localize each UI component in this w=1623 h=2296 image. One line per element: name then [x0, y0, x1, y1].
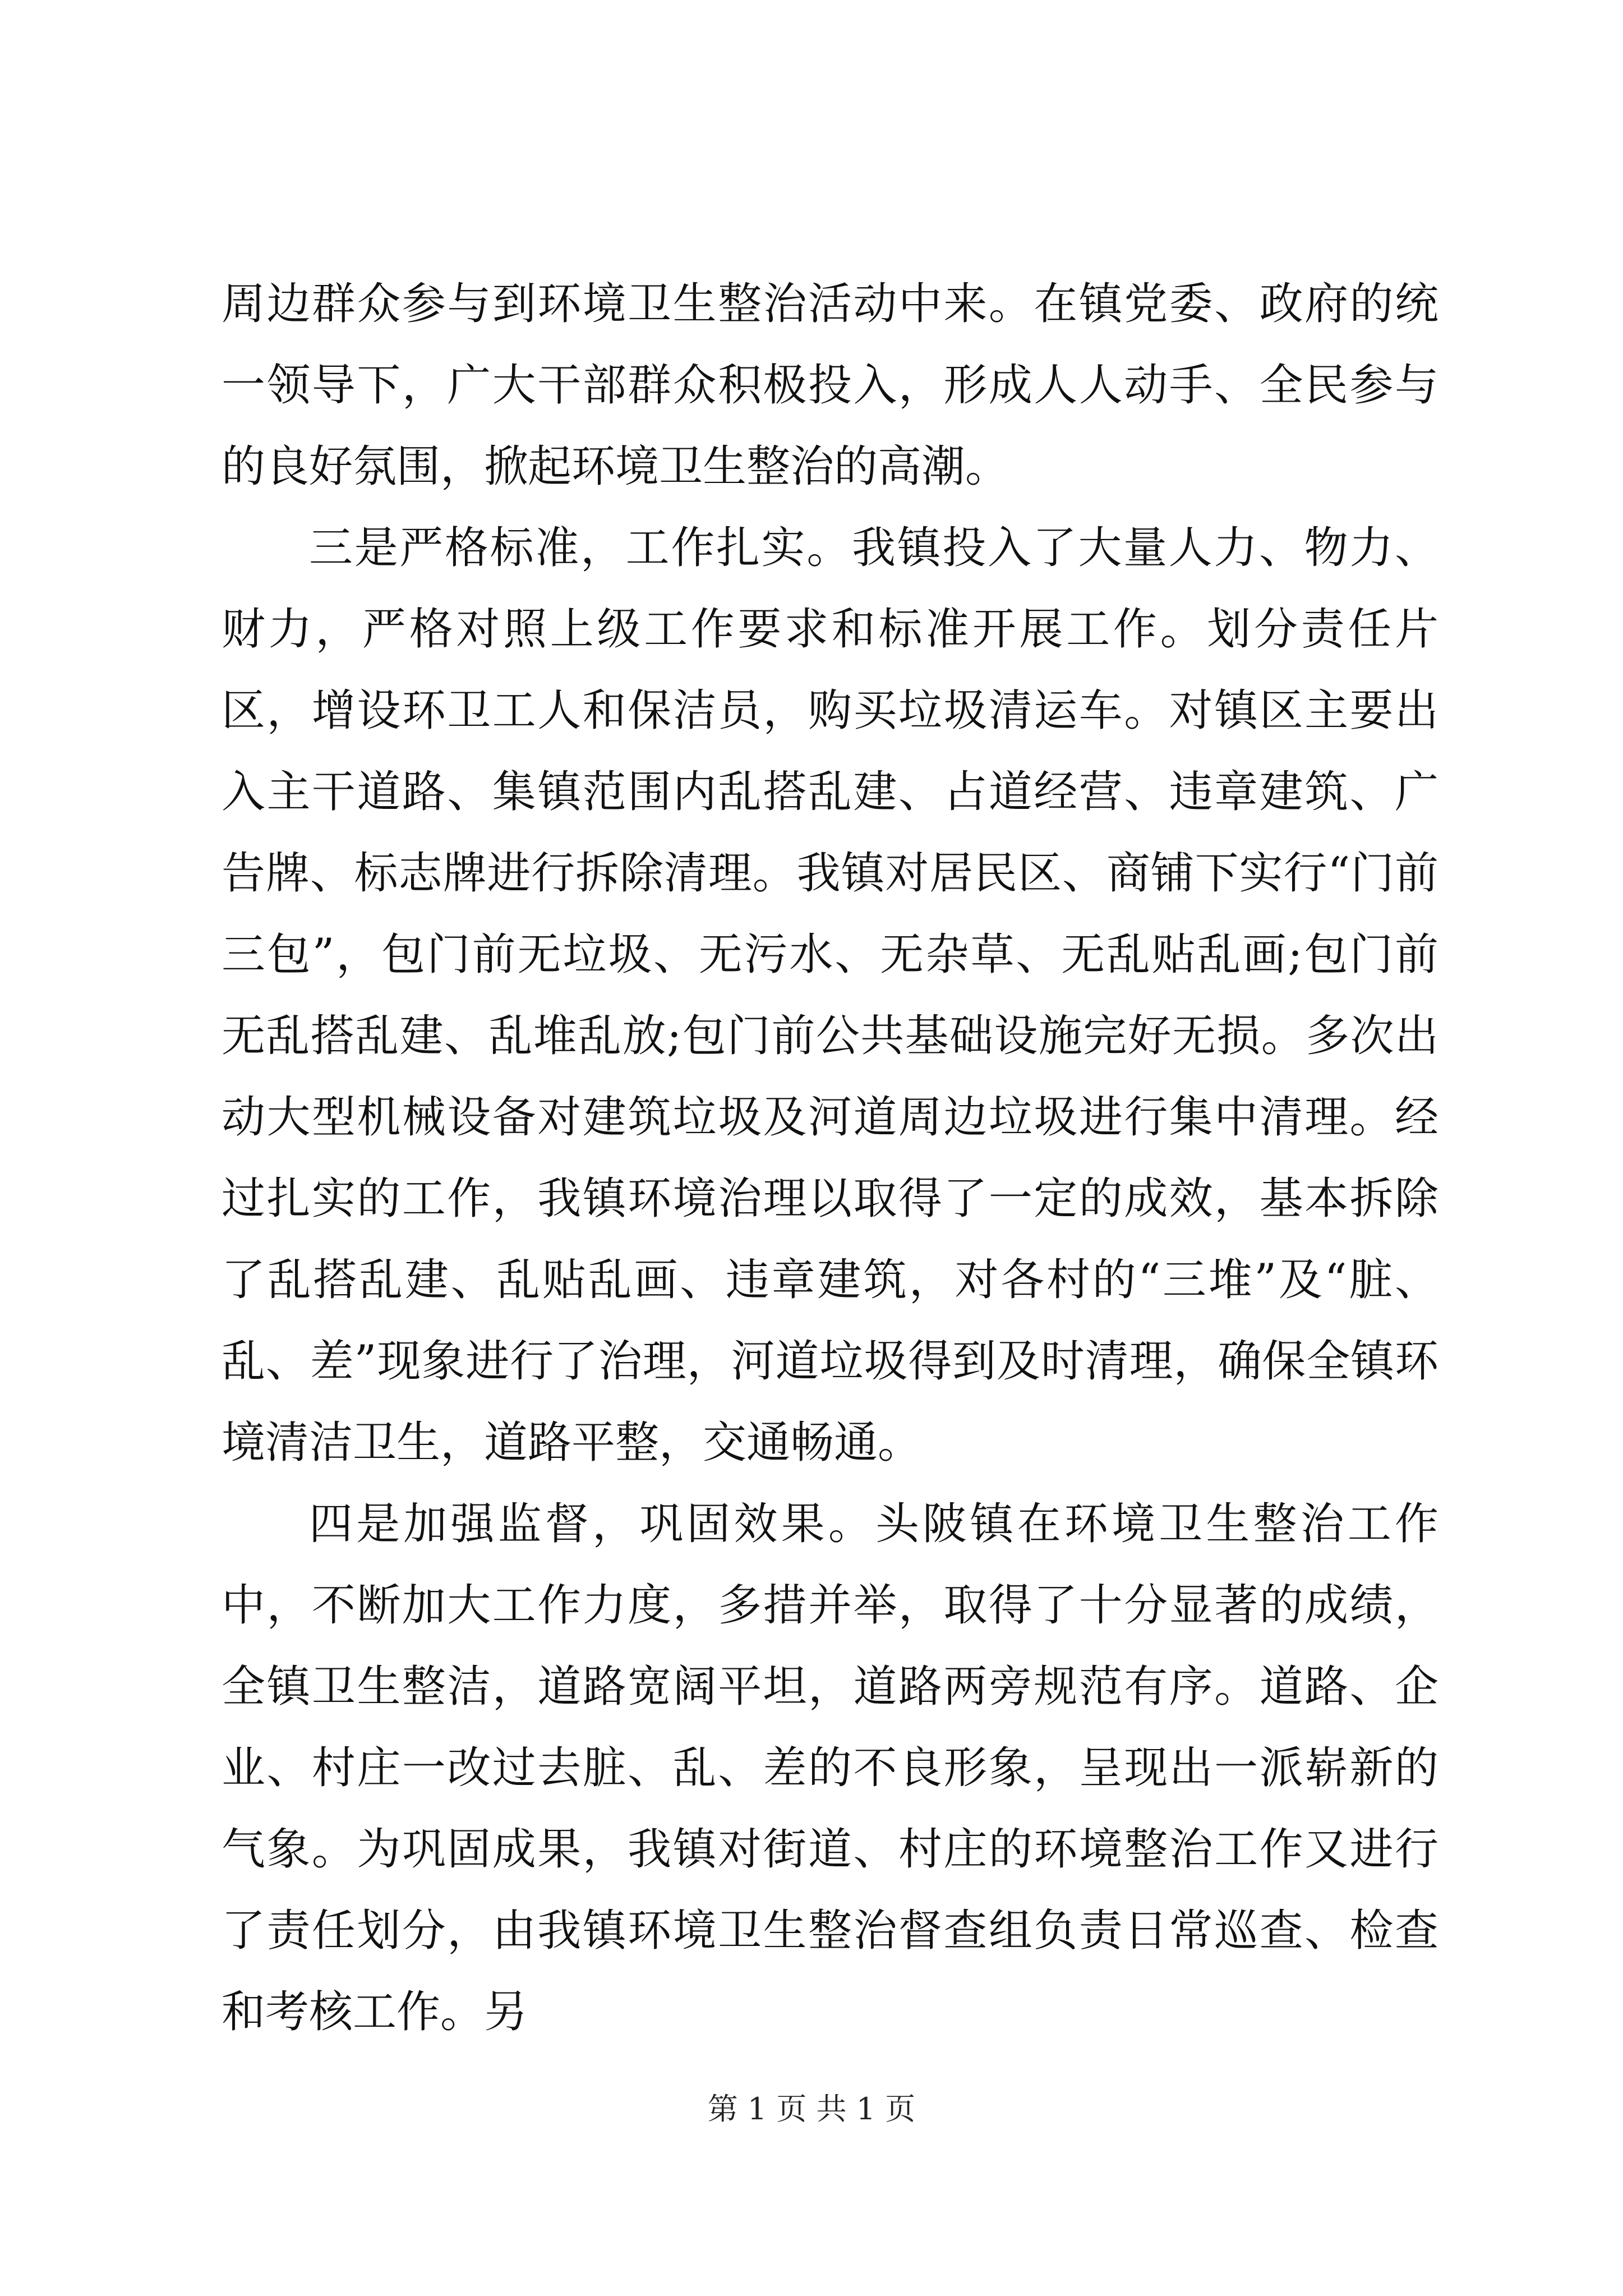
paragraph-item-three: 三是严格标准，工作扎实。我镇投入了大量人力、物力、财力，严格对照上级工作要求和标准开展工作。划分责任片区，增设环卫工人和保洁员，购买垃圾清运车。对镇区主要出入主干道路、集镇范围内乱搭乱建、占道经营、违章建筑、广告牌、标志牌进行拆除清理。我镇对居民区、商铺下实行“门前三包”，包门前无垃圾、无污水、无杂草、无乱贴乱画;包门前无乱搭乱建、乱堆乱放;包门前公共基础设施完好无损。多次出动大型机械设备对建筑垃圾及河道周边垃圾进行集中清理。经过扎实的工作，我镇环境治理以取得了一定的成效，基本拆除了乱搭乱建、乱贴乱画、违章建筑，对各村的“三堆”及“脏、乱、差”现象进行了治理，河道垃圾得到及时清理，确保全镇环境清洁卫生，道路平整，交通畅通。	[222, 523, 1438, 1468]
paragraph-continuation: 周边群众参与到环境卫生整治活动中来。在镇党委、政府的统一领导下，广大干部群众积极投入，形成人人动手、全民参与的良好氛围，掀起环境卫生整治的高潮。	[222, 279, 1438, 492]
document-body	[222, 264, 1438, 2053]
page-footer: 第 1 页 共 1 页	[707, 2091, 916, 2127]
paragraph-item-four: 四是加强监督，巩固效果。头陂镇在环境卫生整治工作中，不断加大工作力度，多措并举，取得了十分显著的成绩，全镇卫生整洁，道路宽阔平坦，道路两旁规范有序。道路、企业、村庄一改过去脏、乱、差的不良形象，呈现出一派崭新的气象。为巩固成果，我镇对街道、村庄的环境整治工作又进行了责任划分，由我镇环境卫生整治督查组负责日常巡查、检查和考核工作。另	[222, 1499, 1438, 2037]
